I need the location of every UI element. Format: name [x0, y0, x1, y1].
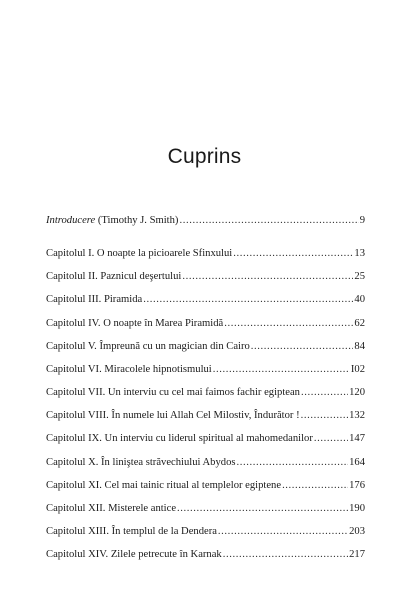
toc-page-number: 13: [354, 248, 365, 259]
toc-entry-title: Capitolul X. În liniştea străvechiului Abydos: [46, 457, 236, 468]
toc-entry-title: Capitolul V. Împreună cu un magician din Cairo: [46, 341, 250, 352]
dot-leader: [179, 214, 358, 228]
toc-entry-title: Capitolul XIII. În templul de la Dendera: [46, 526, 217, 537]
toc-entry-title: Capitolul I. O noapte la picioarele Sfinxului: [46, 248, 233, 259]
dot-leader: [314, 432, 348, 446]
dot-leader: [237, 456, 349, 470]
dot-leader: [143, 293, 353, 307]
toc-entry: [46, 386, 365, 400]
dot-leader: [301, 409, 348, 423]
toc-page-number: 176: [349, 480, 365, 491]
dot-leader: [218, 525, 348, 539]
toc-entry: [46, 317, 365, 331]
toc-page-number: 84: [354, 341, 365, 352]
toc-entry: [46, 270, 365, 284]
dot-leader: [213, 363, 350, 377]
page-title: Cuprins: [167, 145, 242, 168]
toc-page-number: 203: [349, 526, 365, 537]
dot-leader: [182, 270, 353, 284]
toc-entry: [46, 432, 365, 446]
toc-page-number: 217: [349, 549, 365, 560]
toc-page-number: 62: [354, 318, 365, 329]
toc-page-number: 40: [354, 294, 365, 305]
toc-entry-title: Capitolul XII. Misterele antice: [46, 503, 177, 514]
dot-leader: [223, 548, 348, 562]
toc-entry-title: Capitolul XIV. Zilele petrecute în Karnak: [46, 549, 222, 560]
toc-entry: [46, 363, 365, 377]
toc-entry-title: Capitolul XI. Cel mai tainic ritual al templelor egiptene: [46, 480, 282, 491]
toc-page-number: 132: [349, 410, 365, 421]
toc-page-number: 190: [349, 503, 365, 514]
toc-entry: [46, 293, 365, 307]
toc-entry: [46, 247, 365, 261]
toc-page-number: 147: [349, 433, 365, 444]
toc-page-number: I02: [350, 364, 365, 375]
toc-page-number: 164: [349, 457, 365, 468]
toc-entry: [46, 548, 365, 562]
toc-entry-title: Capitolul VII. Un interviu cu cel mai faimos fachir egiptean: [46, 387, 300, 398]
toc-entry-title: Capitolul II. Paznicul deşertului: [46, 271, 182, 282]
toc-entry-title: Capitolul VI. Miracolele hipnotismului: [46, 364, 212, 375]
toc-entry: [46, 456, 365, 470]
toc-entry: [46, 502, 365, 516]
toc-entry: [46, 340, 365, 354]
dot-leader: [282, 479, 348, 493]
dot-leader: [251, 340, 354, 354]
toc-entry-author: (Timothy J. Smith): [97, 215, 179, 226]
toc-entry-title: Capitolul III. Piramida: [46, 294, 143, 305]
dot-leader: [224, 317, 353, 331]
toc-entry: [46, 525, 365, 539]
toc-page-number: 25: [354, 271, 365, 282]
toc-page-number: 120: [349, 387, 365, 398]
dot-leader: [233, 247, 353, 261]
dot-leader: [301, 386, 348, 400]
toc-entry: [46, 479, 365, 493]
toc-entry-title: Capitolul IV. O noapte în Marea Piramidă: [46, 318, 224, 329]
dot-leader: [177, 502, 348, 516]
toc-entry-title: Capitolul VIII. În numele lui Allah Cel Milostiv, Îndurător !: [46, 410, 300, 421]
toc-entry-title: Capitolul IX. Un interviu cu liderul spiritual al mahomedanilor: [46, 433, 313, 444]
toc-entry-introduction: [46, 214, 365, 228]
toc-entry-title: Introducere: [46, 215, 96, 226]
toc-entry: [46, 409, 365, 423]
toc-page-number: 9: [359, 215, 365, 226]
